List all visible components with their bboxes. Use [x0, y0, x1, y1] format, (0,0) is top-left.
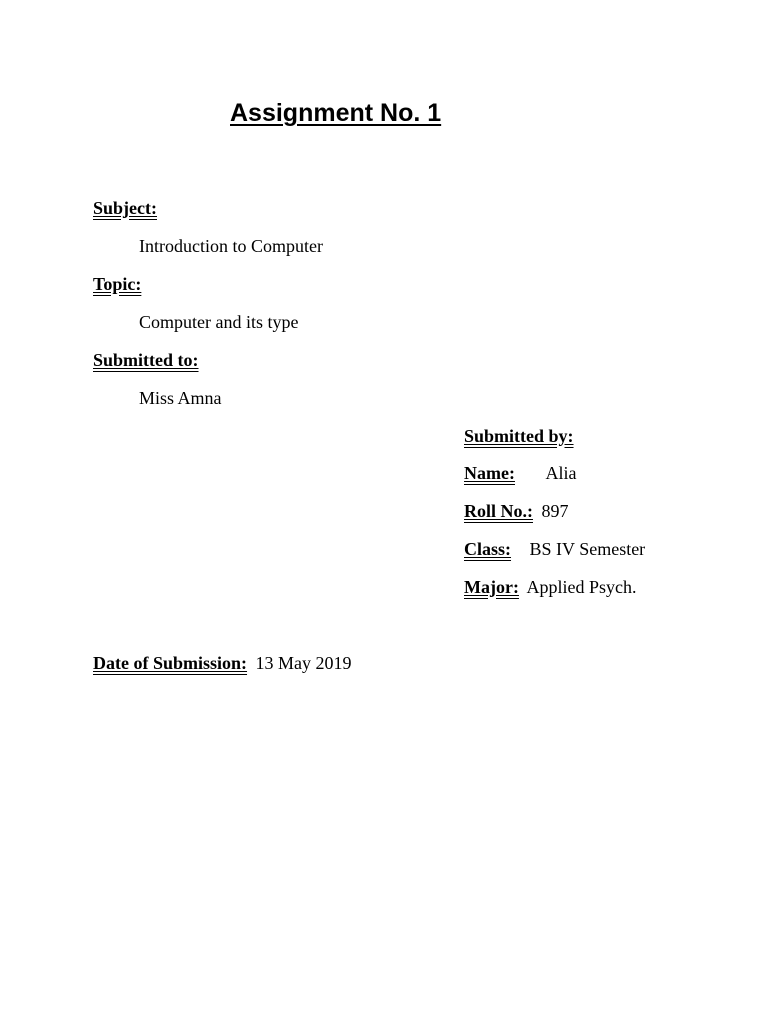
submitted-by-label: Submitted by:	[464, 426, 574, 446]
page-title: Assignment No. 1	[230, 99, 442, 127]
roll-no-row	[464, 501, 569, 522]
submitted-to-value: Miss Amna	[139, 388, 222, 408]
subject-label: Subject:	[93, 198, 157, 218]
major-row	[464, 577, 636, 598]
class-value: BS IV Semester	[529, 539, 646, 559]
name-label: Name:	[464, 463, 515, 483]
roll-no-label: Roll No.:	[464, 501, 533, 521]
topic-value: Computer and its type	[139, 312, 299, 332]
major-value: Applied Psych.	[526, 577, 637, 597]
subject-value: Introduction to Computer	[139, 236, 323, 256]
roll-no-value: 897	[541, 501, 569, 521]
date-of-submission-label: Date of Submission:	[93, 653, 248, 673]
date-of-submission-row	[93, 653, 352, 674]
name-row	[464, 463, 576, 484]
submitted-to-label: Submitted to:	[93, 350, 199, 370]
class-row	[464, 539, 645, 560]
topic-label: Topic:	[93, 274, 142, 294]
class-label: Class:	[464, 539, 512, 559]
major-label: Major:	[464, 577, 519, 597]
name-value: Alia	[545, 463, 577, 483]
date-of-submission-value: 13 May 2019	[255, 653, 352, 673]
